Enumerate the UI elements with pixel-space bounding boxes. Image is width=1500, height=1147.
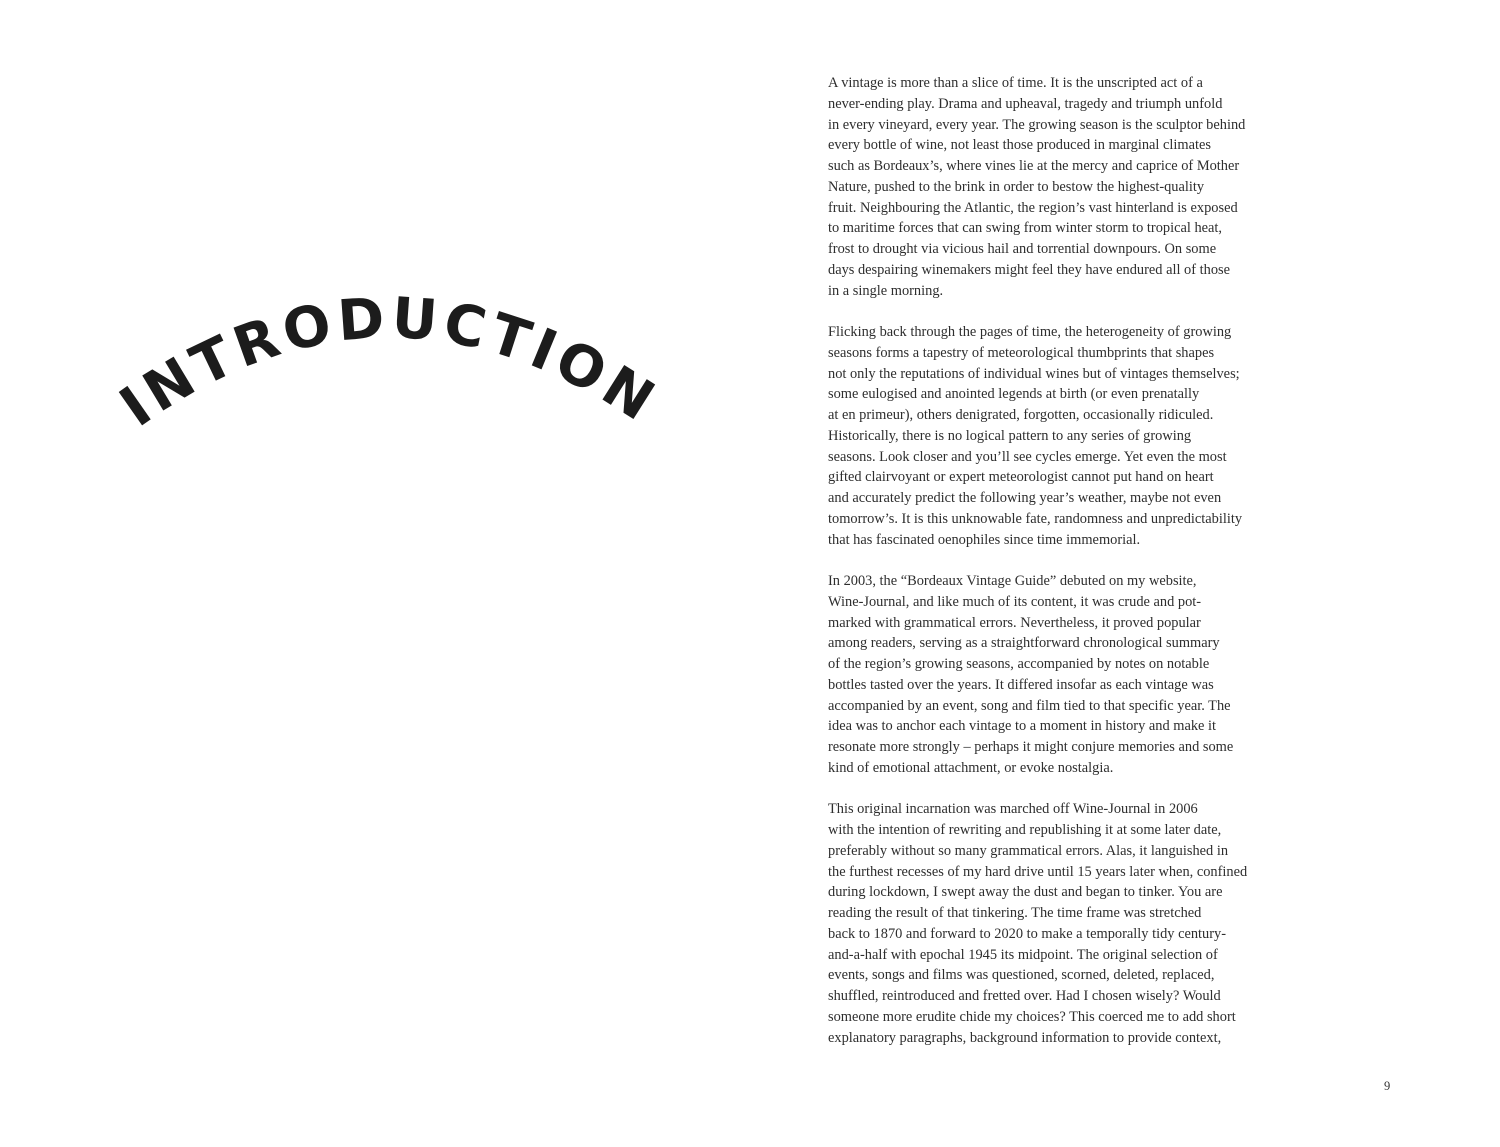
page-number: 9	[1384, 1079, 1391, 1093]
text-line: that has fascinated oenophiles since time immemorial.	[828, 531, 1141, 548]
text-line: explanatory paragraphs, background information to provide context,	[828, 1029, 1222, 1046]
text-line: shuffled, reintroduced and fretted over. Had I chosen wisely? Would	[828, 988, 1221, 1004]
text-line: and-a-half with epochal 1945 its midpoint. The original selection of	[828, 946, 1218, 963]
text-line: reading the result of that tinkering. The time frame was stretched	[828, 905, 1202, 921]
text-line: frost to drought via vicious hail and torrential downpours. On some	[828, 241, 1217, 257]
text-line: resonate more strongly – perhaps it might conjure memories and some	[828, 739, 1234, 755]
text-line: in a single morning.	[828, 282, 944, 299]
text-line: kind of emotional attachment, or evoke nostalgia.	[828, 759, 1114, 776]
text-line: with the intention of rewriting and republishing it at some later date,	[828, 822, 1222, 838]
text-line: preferably without so many grammatical errors. Alas, it languished in	[828, 842, 1229, 859]
text-line: during lockdown, I swept away the dust and began to tinker. You are	[828, 884, 1223, 901]
paragraph-gap	[828, 301, 1298, 322]
right-page	[750, 0, 1500, 1147]
text-line: Historically, there is no logical pattern to any series of growing	[828, 427, 1192, 444]
text-line: days despairing winemakers might feel they have endured all of those	[828, 261, 1231, 278]
text-line: every bottle of wine, not least those produced in marginal climates	[828, 137, 1211, 154]
text-line: someone more erudite chide my choices? This coerced me to add short	[828, 1008, 1236, 1025]
text-line: seasons forms a tapestry of meteorological thumbprints that shapes	[828, 344, 1215, 361]
paragraph-gap	[828, 550, 1298, 571]
text-line: among readers, serving as a straightforward chronological summary	[828, 635, 1220, 652]
text-line: the furthest recesses of my hard drive until 15 years later when, confined	[828, 863, 1248, 880]
text-line: back to 1870 and forward to 2020 to make a temporally tidy century-	[828, 925, 1227, 942]
text-line: some eulogised and anointed legends at birth (or even prenatally	[828, 386, 1200, 403]
text-line: in every vineyard, every year. The growing season is the sculptor behind	[828, 116, 1246, 133]
text-line: seasons. Look closer and you’ll see cycles emerge. Yet even the most	[828, 448, 1227, 465]
text-line: Flicking back through the pages of time, the heterogeneity of growing	[828, 324, 1232, 340]
paragraph	[828, 73, 1298, 301]
text-line: Wine-Journal, and like much of its content, it was crude and pot-	[828, 593, 1202, 610]
paragraph	[828, 799, 1298, 1048]
paragraph	[828, 322, 1298, 550]
paragraph	[828, 571, 1298, 779]
text-line: fruit. Neighbouring the Atlantic, the region’s vast hinterland is exposed	[828, 199, 1238, 216]
chapter-title	[109, 286, 670, 440]
text-line: and accurately predict the following year’s weather, maybe not even	[828, 490, 1222, 506]
text-line: such as Bordeaux’s, where vines lie at the mercy and caprice of Mother	[828, 158, 1240, 174]
text-line: idea was to anchor each vintage to a moment in history and make it	[828, 718, 1217, 735]
text-line: gifted clairvoyant or expert meteorologist cannot put hand on heart	[828, 469, 1214, 486]
text-line: events, songs and films was questioned, scorned, deleted, replaced,	[828, 967, 1215, 984]
text-line: of the region’s growing seasons, accompanied by notes on notable	[828, 656, 1210, 672]
text-line: tomorrow’s. It is this unknowable fate, randomness and unpredictability	[828, 510, 1243, 527]
text-line: Nature, pushed to the brink in order to bestow the highest-quality	[828, 178, 1205, 195]
text-line: A vintage is more than a slice of time. It is the unscripted act of a	[828, 75, 1203, 91]
text-line: at en primeur), others denigrated, forgotten, occasionally ridiculed.	[828, 407, 1214, 423]
text-line: bottles tasted over the years. It differed insofar as each vintage was	[828, 676, 1214, 693]
text-line: not only the reputations of individual wines but of vintages themselves;	[828, 365, 1240, 382]
text-line: marked with grammatical errors. Nevertheless, it proved popular	[828, 614, 1201, 631]
text-line: In 2003, the “Bordeaux Vintage Guide” debuted on my website,	[828, 573, 1197, 589]
paragraph-gap	[828, 779, 1298, 800]
body-text	[828, 73, 1298, 1048]
text-line: accompanied by an event, song and film tied to that specific year. The	[828, 697, 1231, 714]
text-line: This original incarnation was marched off Wine-Journal in 2006	[828, 801, 1198, 818]
text-line: never-ending play. Drama and upheaval, tragedy and triumph unfold	[828, 95, 1223, 112]
text-line: to maritime forces that can swing from winter storm to tropical heat,	[828, 220, 1223, 237]
chapter-title-text: INTRODUCTION	[108, 285, 670, 440]
